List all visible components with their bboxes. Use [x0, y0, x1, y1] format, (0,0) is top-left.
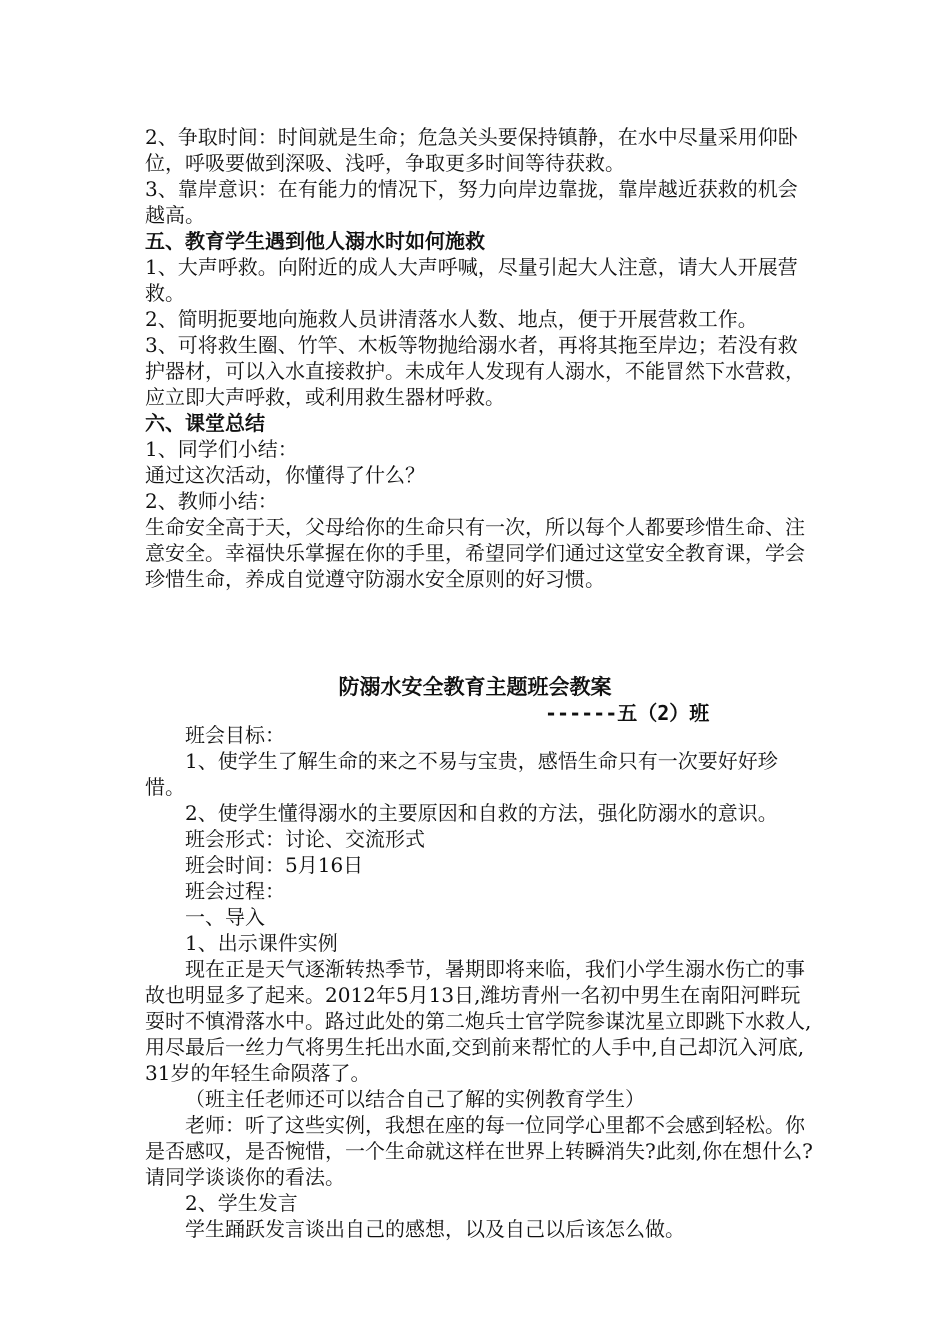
- student-speak-heading: 2、学生发言: [185, 1191, 298, 1215]
- heading-six: 六、课堂总结: [145, 411, 265, 435]
- teacher-note: （班主任老师还可以结合自己了解的实例教育学生）: [185, 1087, 645, 1111]
- paragraph-throw: 3、可将救生圈、竹竿、木板等物抛给溺水者，再将其拖至岸边；若没有救护器材，可以入水直接救护。未成年人发现有人溺水，不能冒然下水营救，应立即大声呼救，或利用救生器材呼救。: [145, 333, 805, 409]
- heading-intro: 一、导入: [185, 905, 265, 929]
- paragraph-teacher-summary: 2、教师小结：: [145, 489, 278, 513]
- intro-item-one: 1、出示课件实例: [185, 931, 338, 955]
- paragraph-report: 2、简明扼要地向施救人员讲清落水人数、地点，便于开展营救工作。: [145, 307, 758, 331]
- goal-two: 2、使学生懂得溺水的主要原因和自救的方法，强化防溺水的意识。: [185, 801, 778, 825]
- meeting-process: 班会过程：: [185, 879, 285, 903]
- meeting-form: 班会形式：讨论、交流形式: [185, 827, 425, 851]
- teacher-paragraph: 老师：听了这些实例，我想在座的每一位同学心里都不会感到轻松。你是否感叹，是否惋惜，一个生命就这样在世界上转瞬消失?此刻,你在想什么?请同学谈谈你的看法。: [145, 1113, 813, 1189]
- page-title: 防溺水安全教育主题班会教案: [338, 675, 612, 699]
- paragraph-question: 通过这次活动，你懂得了什么？: [145, 463, 425, 487]
- meeting-time: 班会时间：5月16日: [185, 853, 364, 877]
- class-subtitle: ------五（2）班: [545, 701, 710, 725]
- student-speak-paragraph: 学生踊跃发言谈出自己的感想，以及自己以后该怎么做。: [185, 1217, 685, 1241]
- paragraph-conclusion: 生命安全高于天，父母给你的生命只有一次，所以每个人都要珍惜生命、注意安全。幸福快乐掌握在你的手里，希望同学们通过这堂安全教育课，学会珍惜生命，养成自觉遵守防溺水安全原则的好习惯。: [145, 515, 805, 591]
- goal-label: 班会目标：: [185, 723, 285, 747]
- goal-one: 1、使学生了解生命的来之不易与宝贵，感悟生命只有一次要好好珍惜。: [145, 749, 778, 799]
- paragraph-shout: 1、大声呼救。向附近的成人大声呼喊，尽量引起大人注意，请大人开展营救。: [145, 255, 798, 305]
- section-lesson-plan: [145, 722, 815, 1242]
- paragraph-time: 2、争取时间：时间就是生命；危急关头要保持镇静，在水中尽量采用仰卧位，呼吸要做到深吸、浅呼，争取更多时间等待获救。: [145, 125, 798, 175]
- story-paragraph: 现在正是天气逐渐转热季节，暑期即将来临，我们小学生溺水伤亡的事故也明显多了起来。2012年5月13日,潍坊青州一名初中男生在南阳河畔玩耍时不慎滑落水中。路过此处的第二炮兵士官学院参谋沈星立即跳下水救人,用尽最后一丝力气将男生托出水面,交到前来帮忙的人手中,自己却沉入河底,31岁的年轻生命陨落了。: [145, 957, 812, 1085]
- section-rescue: [145, 124, 815, 592]
- paragraph-student-summary: 1、同学们小结：: [145, 437, 298, 461]
- paragraph-shore: 3、靠岸意识：在有能力的情况下，努力向岸边靠拢，靠岸越近获救的机会越高。: [145, 177, 798, 227]
- heading-five: 五、教育学生遇到他人溺水时如何施救: [145, 229, 485, 253]
